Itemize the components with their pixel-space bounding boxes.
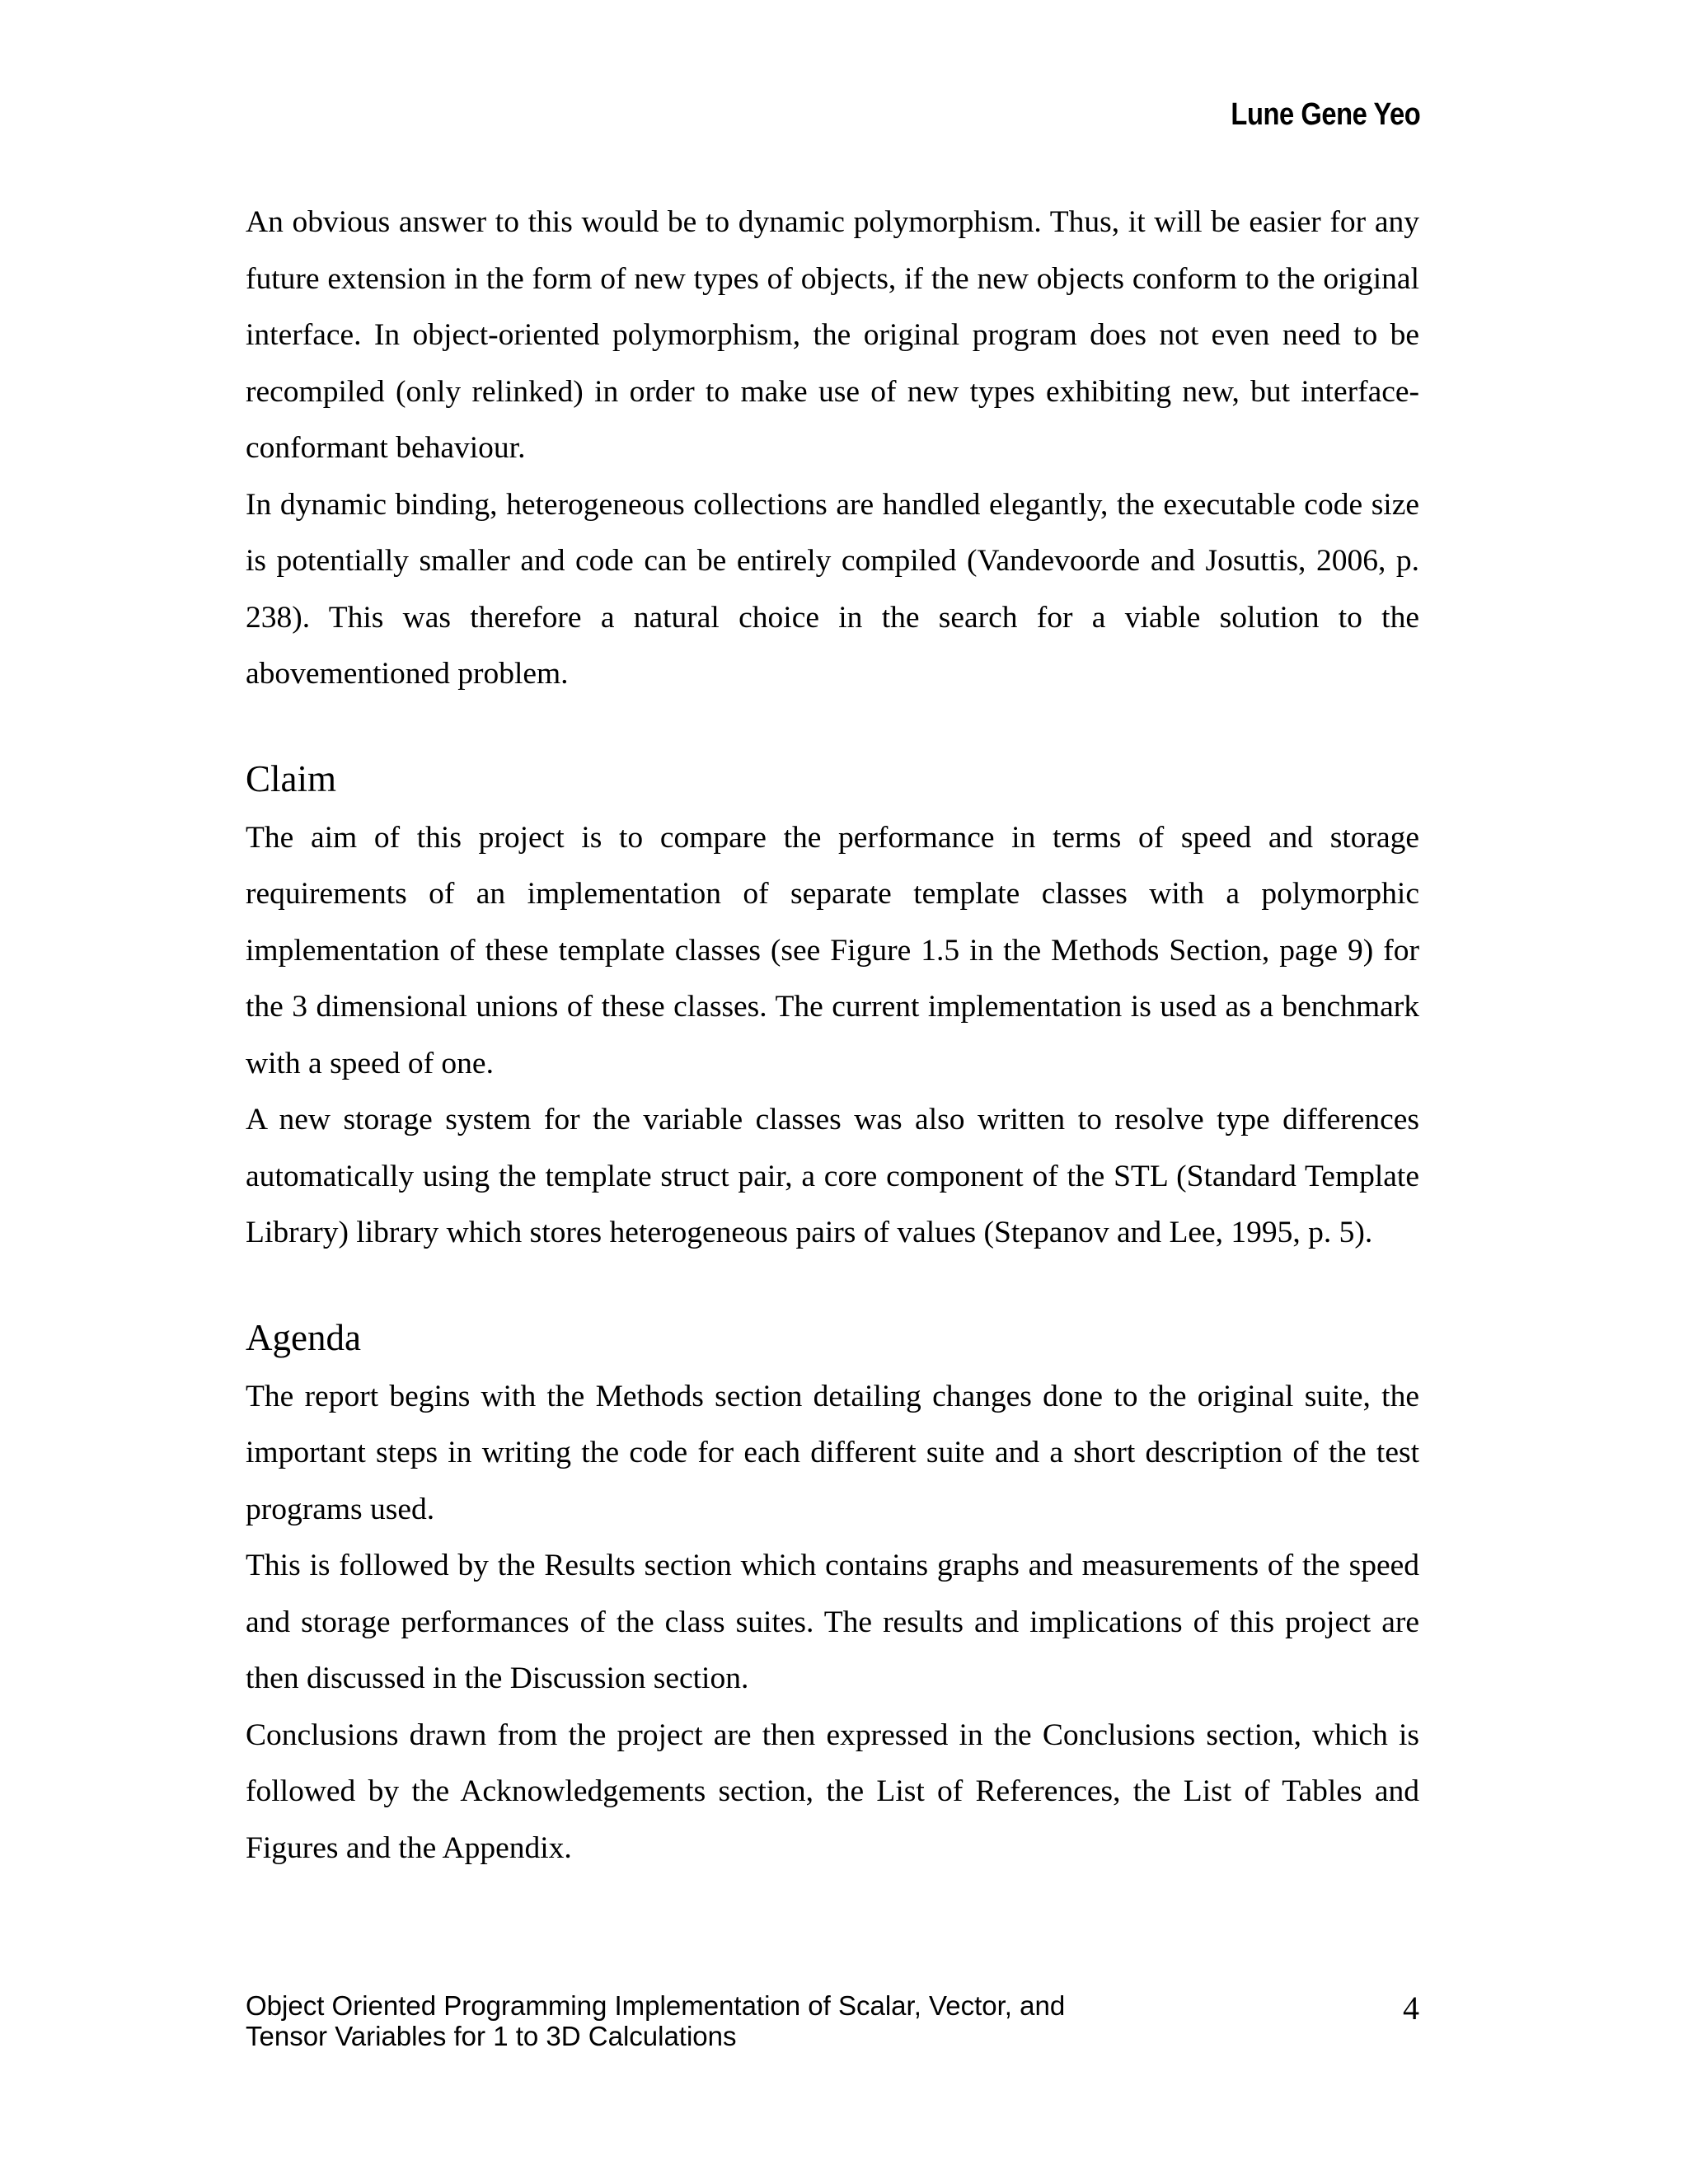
page-footer	[246, 1990, 1419, 2056]
section-heading-agenda: Agenda	[246, 1316, 361, 1358]
footer-title-line-2: Tensor Variables for 1 to 3D Calculations	[246, 2021, 737, 2051]
claim-paragraph-1: The aim of this project is to compare the performance in terms of speed and storage requirements of an implementation of separate template classes with a polymorphic implementation of these template classes (see Figure 1.5 in the Methods Section, page 9) for the 3 dimensional unions of these classes. The current implementation is used as a benchmark with a speed of one.	[246, 820, 1419, 1080]
agenda-paragraph-2: This is followed by the Results section which contains graphs and measurements of the speed and storage performances of the class suites. The results and implications of this project are then discussed in the Discussion section.	[246, 1549, 1419, 1695]
body-content	[246, 194, 1419, 1877]
intro-paragraph-2: In dynamic binding, heterogeneous collections are handled elegantly, the executable code size is potentially smaller and code can be entirely compiled (Vandevoorde and Josuttis, 2006, p. 238). This was therefore a natural choice in the search for a viable solution to the abovementioned problem.	[246, 487, 1419, 691]
claim-paragraph-2: A new storage system for the variable classes was also written to resolve type differences automatically using the template struct pair, a core component of the STL (Standard Template Library) library which stores heterogeneous pairs of values (Stepanov and Lee, 1995, p. 5).	[246, 1103, 1419, 1249]
footer-document-title	[246, 1990, 1152, 2051]
section-heading-claim: Claim	[246, 757, 336, 799]
page-number: 4	[1403, 1990, 1419, 2027]
running-header-author: Lune Gene Yeo	[1231, 97, 1420, 132]
footer-title-line-1: Object Oriented Programming Implementation of Scalar, Vector, and	[246, 1990, 1066, 2021]
agenda-paragraph-1: The report begins with the Methods section detailing changes done to the original suite, the important steps in writing the code for each different suite and a short description of the test programs used.	[246, 1379, 1419, 1526]
agenda-paragraph-3: Conclusions drawn from the project are then expressed in the Conclusions section, which is followed by the Acknowledgements section, the List of References, the List of Tables and Figures and the Appendix.	[246, 1718, 1419, 1865]
intro-paragraph-1: An obvious answer to this would be to dynamic polymorphism. Thus, it will be easier for any future extension in the form of new types of objects, if the new objects conform to the original interface. In object-oriented polymorphism, the original program does not even need to be recompiled (only relinked) in order to make use of new types exhibiting new, but interface-conformant behaviour.	[246, 205, 1419, 465]
